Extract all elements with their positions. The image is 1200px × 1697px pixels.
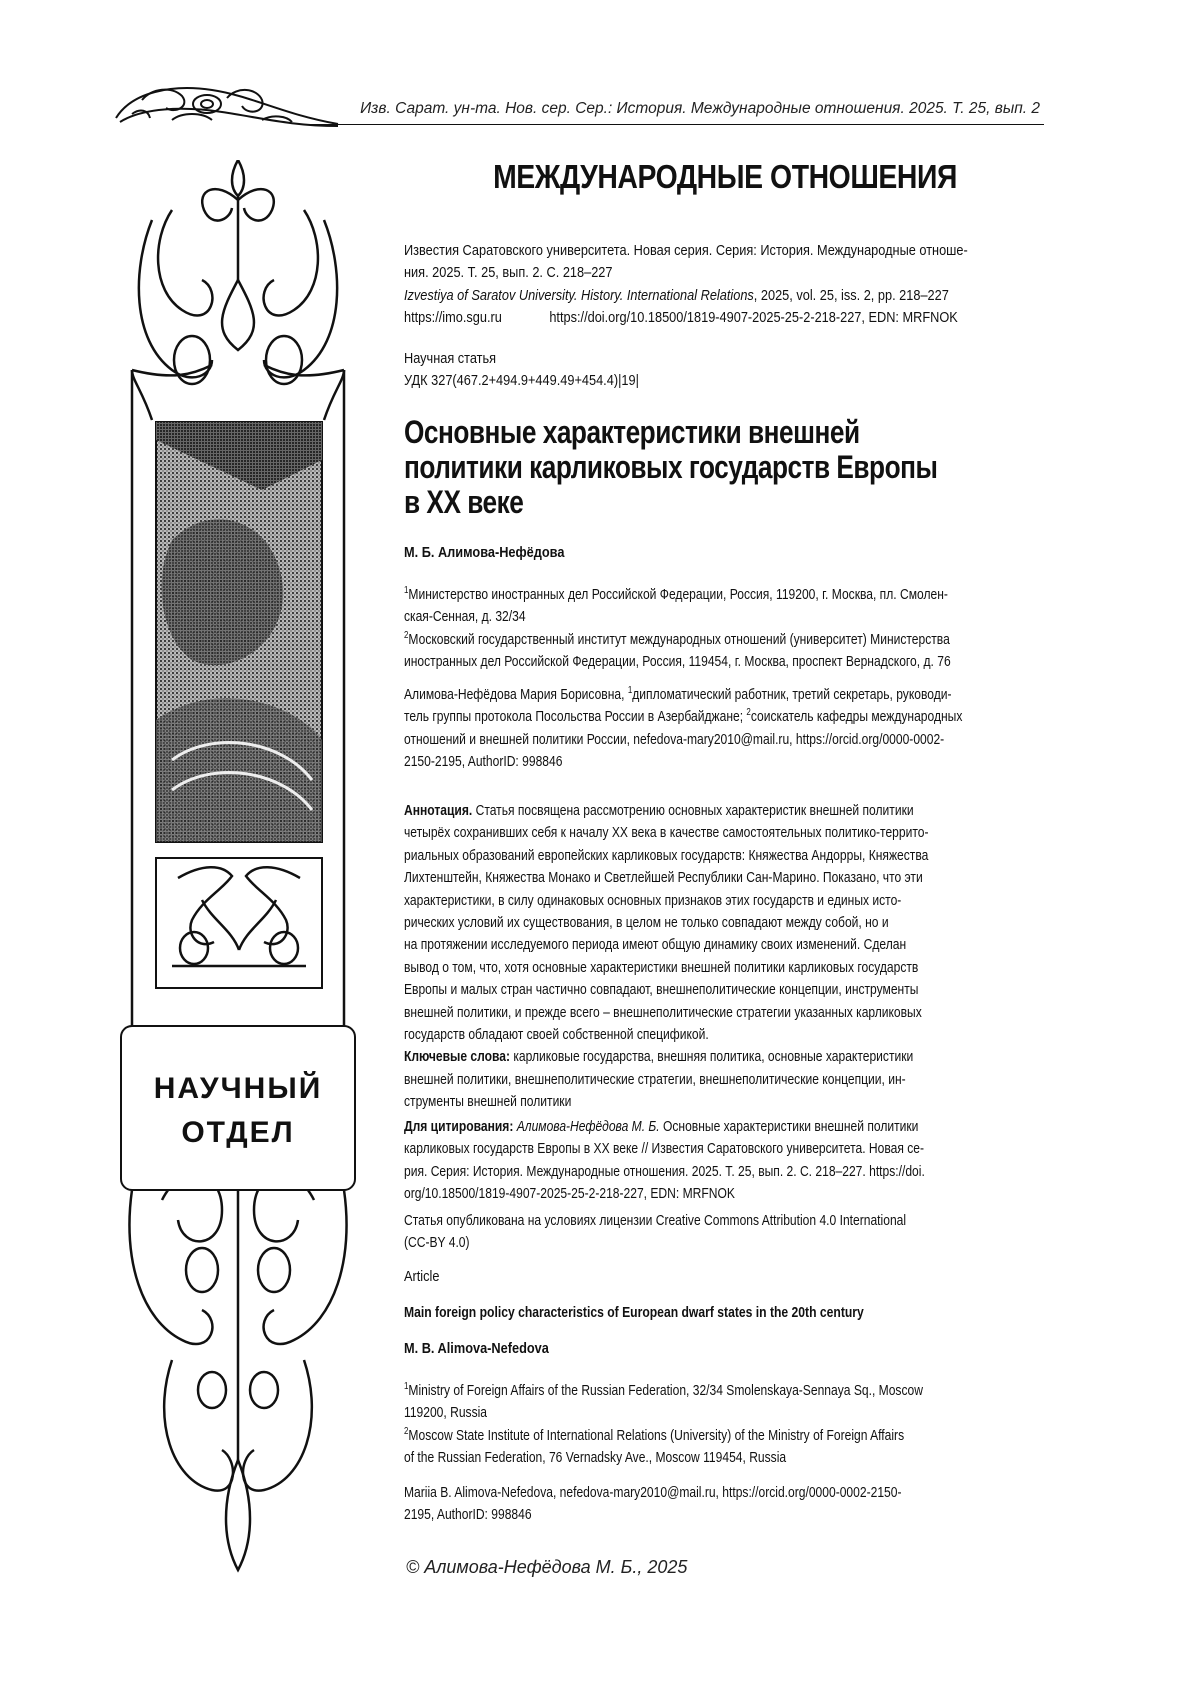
links-line [404,307,958,329]
license-line: Статья опубликована на условиях лицензии Creative Commons Attribution 4.0 International [404,1212,907,1229]
site-link[interactable]: https://imo.sgu.ru [404,309,502,327]
udc-code: УДК 327(467.2+494.9+449.49+454.4)|19| [404,372,639,390]
abstract-line: внешней политики, и прежде всего – внешнеполитические стратегии указанных карликовых [404,1003,922,1021]
section-label [122,1067,354,1155]
author-name-en-text: M. B. Alimova-Nefedova [404,1340,549,1357]
affiliation-en-text: Ministry of Foreign Affairs of the Russian Federation, 32/34 Smolenskaya-Sennaya Sq., Moscow [408,1382,923,1399]
author-name-en [404,1338,1040,1360]
affiliation-number: 1 [627,684,633,696]
affiliation-number: 1 [404,584,409,596]
affiliation-number: 2 [404,1425,409,1437]
author-info-en-line: Mariia B. Alimova-Nefedova, nefedova-mary2010@mail.ru, https://orcid.org/0000-0002-2150- [404,1484,902,1501]
author-info-en-line: 2195, AuthorID: 998846 [404,1506,532,1524]
affiliation-en-line: 119200, Russia [404,1404,488,1422]
affiliations-en [404,1380,1040,1470]
section-title: МЕЖДУНАРОДНЫЕ ОТНОШЕНИЯ [493,158,957,195]
article-type: Научная статья [404,350,497,367]
cite-as-line: org/10.18500/1819-4907-2025-25-2-218-227, EDN: MRFNOK [404,1185,735,1203]
section-label-line2: ОТДЕЛ [181,1116,295,1149]
doi-link[interactable]: https://doi.org/10.18500/1819-4907-2025-25-2-218-227, EDN: MRFNOK [549,309,958,327]
abstract-line: вывод о том, что, хотя основные характеристики внешней политики карликовых государств [404,958,919,976]
abstract-label: Аннотация. [404,802,473,819]
cite-as-author: Алимова-Нефёдова М. Б. [513,1118,660,1135]
art-nouveau-floral-icon [112,160,364,1580]
article-title-line: Основные характеристики внешней [404,414,860,450]
affiliation-en-line [404,1425,910,1447]
cite-as [404,1116,1040,1206]
article-type-en [404,1266,1040,1288]
abstract-line: Лихтенштейн, Княжества Монако и Светлейшей Республики Сан-Марино. Показано, что эти [404,869,923,887]
affiliation-text: Московский государственный институт международных отношений (университет) Министерства [408,630,950,648]
author-info-text: соискатель кафедры международных [750,708,963,726]
affiliation-number: 1 [404,1380,409,1392]
affiliation-en-line: of the Russian Federation, 76 Vernadsky Ave., Moscow 119454, Russia [404,1449,787,1467]
abstract-line: Европы и малых стран частично совпадают, внешнеполитические концепции, инструменты [404,981,919,999]
cite-as-line: карликовых государств Европы в XX веке // Известия Саратовского университета. Новая се- [404,1140,925,1158]
abstract-text: Статья посвящена рассмотрению основных характеристик внешней политики [472,802,914,819]
header-ornament-icon [112,78,342,134]
affiliation-line [404,584,948,606]
section-label-line1: НАУЧНЫЙ [153,1072,323,1105]
citation-block [404,240,1040,329]
abstract-line: четырёх сохранивших себя к началу XX века в качестве самостоятельных политико-террито- [404,824,929,842]
affiliation-number: 2 [746,707,751,719]
author-info-ru [404,684,1040,774]
article-meta [404,348,1040,393]
journal-name-en: Izvestiya of Saratov University. History. International Relations [404,286,754,304]
cite-as-line: рия. Серия: История. Международные отношения. 2025. Т. 25, вып. 2. С. 218–227. https://doi. [404,1162,925,1180]
journal-issue-en: , 2025, vol. 25, iss. 2, pp. 218–227 [753,286,949,304]
author-info-line [404,706,963,728]
article-title-line: политики карликовых государств Европы [404,449,938,485]
article-title-en-text: Main foreign policy characteristics of European dwarf states in the 20th century [404,1304,864,1321]
abstract-line: государств обладают своей собственной спецификой. [404,1026,709,1044]
cite-as-label: Для цитирования: [404,1118,514,1135]
author-info-text: тель группы протокола Посольства России в Азербайджане; [404,708,747,726]
keywords-label: Ключевые слова: [404,1048,511,1066]
license-line: (CC-BY 4.0) [404,1234,470,1252]
abstract-line: риальных образований европейских карликовых государств: Княжества Андорры, Княжества [404,846,929,864]
citation-line: ния. 2025. Т. 25, вып. 2. С. 218–227 [404,264,613,282]
keywords-text: карликовые государства, внешняя политика, основные характеристики [510,1048,914,1066]
abstract-line: рических условий их существования, в целом не только совпадают между собой, но и [404,914,889,932]
abstract-line: на протяжении исследуемого периода имеют общую динамику своих изменений. Сделан [404,936,907,954]
abstract-line [404,800,914,822]
affiliation-number: 2 [404,629,409,641]
cite-as-line [404,1116,919,1138]
header-rule [300,124,1044,125]
article-type-en-text: Article [404,1268,440,1285]
copyright: © Алимова-Нефёдова М. Б., 2025 [406,1557,688,1577]
keywords-line [404,1046,914,1068]
author-info-line: 2150-2195, AuthorID: 998846 [404,753,563,771]
citation-line: Известия Саратовского университета. Новая серия. Серия: История. Международные отноше- [404,242,968,259]
section-label-box [120,1025,356,1191]
article-title-en [404,1302,1040,1324]
affiliation-line: иностранных дел Российской Федерации, Россия, 119454, г. Москва, проспект Вернадского, д. 76 [404,653,951,671]
author-name [404,542,1040,564]
affiliation-en-text: Moscow State Institute of International Relations (University) of the Ministry of Foreign Affairs [408,1426,905,1444]
citation-en-line [404,285,949,307]
affiliation-line [404,629,950,651]
running-header: Изв. Сарат. ун-та. Нов. сер. Сер.: История. Международные отношения. 2025. Т. 25, вып. 2 [360,100,1040,117]
article-title [404,415,1044,520]
author-name-text: М. Б. Алимова-Нефёдова [404,544,565,561]
article-title-line: в XX веке [404,484,524,520]
author-info-line: отношений и внешней политики России, nefedova-mary2010@mail.ru, https://orcid.org/0000-0002- [404,730,945,748]
affiliations-ru [404,584,1040,674]
affiliation-en-line [404,1380,923,1402]
abstract [404,800,1040,1114]
author-info-text: Алимова-Нефёдова Мария Борисовна, [404,686,628,703]
author-info-text: дипломатический работник, третий секретарь, руководи- [632,686,952,703]
cite-as-text: Основные характеристики внешней политики [659,1118,919,1135]
affiliation-line: ская-Сенная, д. 32/34 [404,608,526,626]
license [404,1210,1040,1255]
author-info-line [404,684,952,706]
keywords-line: струменты внешней политики [404,1093,572,1111]
affiliation-text: Министерство иностранных дел Российской Федерации, Россия, 119200, г. Москва, пл. Смолен- [408,586,948,603]
keywords-line: внешней политики, внешнеполитические стратегии, внешнеполитические концепции, ин- [404,1070,906,1088]
author-info-en [404,1482,1040,1527]
abstract-line: характеристики, в силу одинаковых основных признаков этих государств и единых исто- [404,891,902,909]
